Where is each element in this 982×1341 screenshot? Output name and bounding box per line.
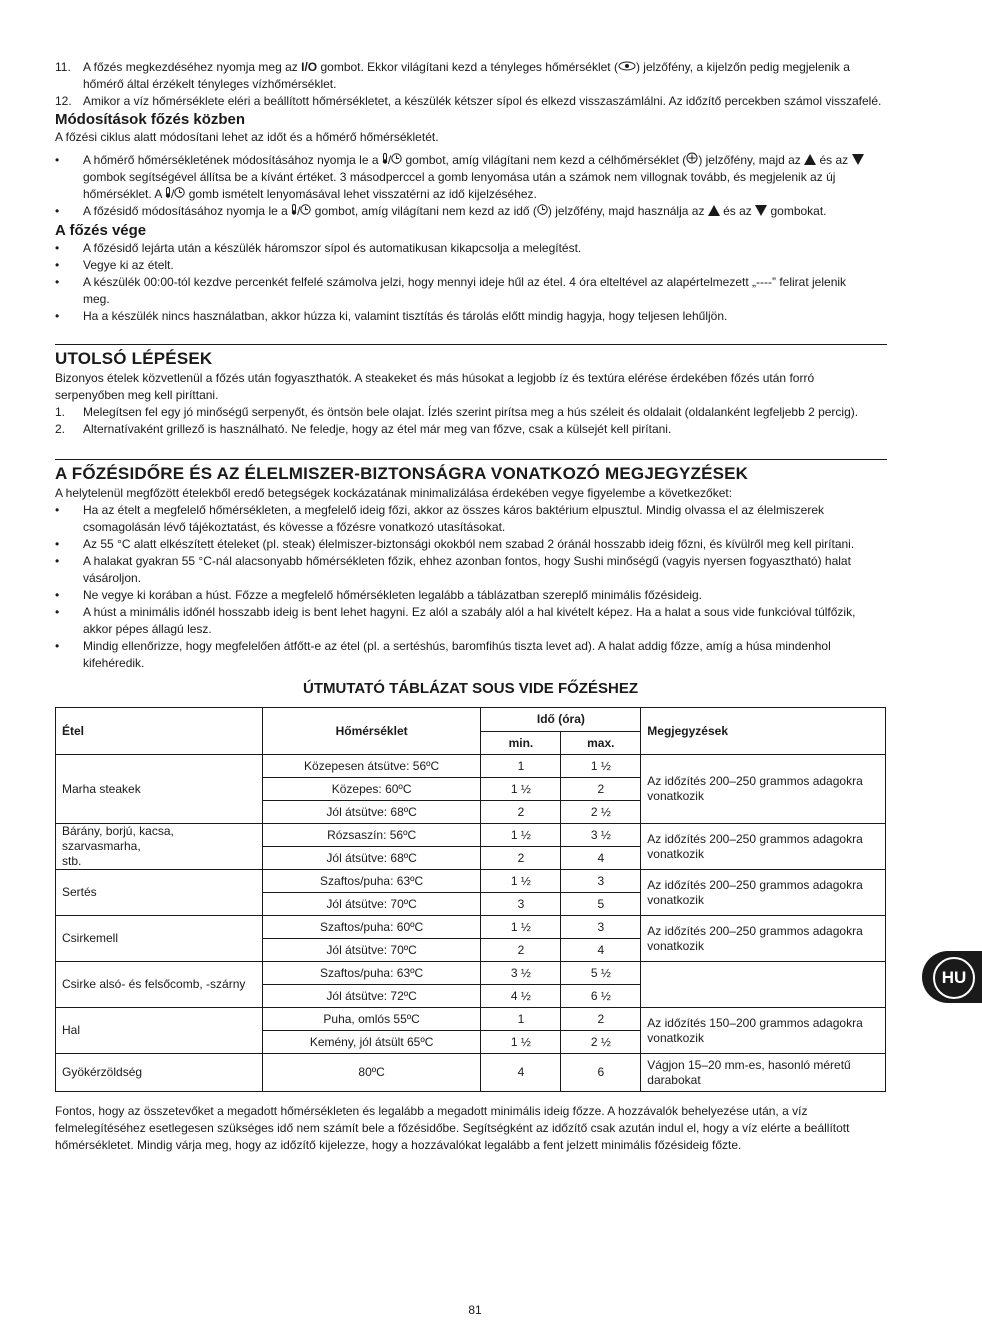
table-row: Közepes: 60ºC 1 ½ 2 xyxy=(56,778,886,801)
step-number: 11. xyxy=(55,60,71,74)
end-item: • A készülék 00:00-tól kezdve percenkét felfelé számolva jelzi, hogy mennyi ideje hűl az étel. 4 óra elteltével az alapértelmezett „----” felirat jelenik meg. xyxy=(55,275,847,306)
table-row: Marha steakek Közepesen átsütve: 56ºC 1 1 ½ Az időzítés 200–250 grammos adagokra vonatkozik xyxy=(56,755,886,778)
end-item: • Ha a készülék nincs használatban, akkor húzza ki, valamint tisztítás és tárolás előtt mindig hagyja, hogy teljesen lehűljön. xyxy=(55,309,728,323)
safety-item: • Az 55 °C alatt elkészített ételeket (pl. steak) élelmiszer-biztonsági okokból nem szabad 2 óránál hosszabb ideig főzni, és kívülről meg kell pirítani. xyxy=(55,537,855,551)
io-button-label: I/O xyxy=(301,60,318,74)
sous-vide-table xyxy=(55,707,886,1092)
end-heading: A főzés vége xyxy=(55,222,147,239)
up-arrow-icon xyxy=(708,205,720,216)
table-row: Csirkemell Szaftos/puha: 60ºC 1 ½ 3 Az időzítés 200–250 grammos adagokra vonatkozik xyxy=(56,916,886,939)
modifications-intro: A főzési ciklus alatt módosítani lehet az időt és a hőmérő hőmérsékletét. xyxy=(55,130,439,144)
table-row: Jól átsütve: 68ºC 2 2 ½ xyxy=(56,801,886,824)
table-row: Hal Puha, omlós 55ºC 1 2 Az időzítés 150–200 grammos adagokra vonatkozik xyxy=(56,1008,886,1031)
header-temperature: Hőmérséklet xyxy=(262,708,481,755)
clock-icon xyxy=(537,203,548,220)
table-row: Jól átsütve: 72ºC 4 ½ 6 ½ xyxy=(56,985,886,1008)
table-row: Bárány, borjú, kacsa, szarvasmarha, stb. Rózsaszín: 56ºC 1 ½ 3 ½ Az időzítés 200–250 grammos adagokra vonatkozik xyxy=(56,824,886,847)
safety-item: • Ne vegye ki korában a húst. Főzze a megfelelő hőmérsékleten legalább a táblázatban szereplő minimális főzésideig. xyxy=(55,588,703,602)
modifications-section xyxy=(55,111,887,220)
header-max: max. xyxy=(561,732,641,755)
table-row: Gyökérzöldség 80ºC 4 6 Vágjon 15–20 mm-es, hasonló méretű darabokat xyxy=(56,1054,886,1092)
safety-item: • Ha az ételt a megfelelő hőmérsékleten, a megfelelő ideig főzi, akkor az összes káros baktérium elpusztul. Mindig olvassa el az élelmiszerek csomagolásán lévő tájékoztatást, és kövesse a főzésre vonatkozó utasításokat. xyxy=(55,503,825,534)
table-footnote: Fontos, hogy az összetevőket a megadott hőmérsékleten és legalább a megadott minimális ideig főzze. A hozzávalók behelyezése után, a víz felmelegítéséhez esetlegesen szükséges idő nem számít bele a főzésidőbe. Segítségként az időzítő csak azután indul el, hogy a víz elérte a beállított hőmérsékletet. Mindig várja meg, hogy az időzítő kijelezze, hogy a hozzávalókat legalább a fent jelzett minimális főzésideig főzte. xyxy=(55,1104,850,1152)
header-notes: Megjegyzések xyxy=(641,708,886,755)
table-row: Sertés Szaftos/puha: 63ºC 1 ½ 3 Az időzítés 200–250 grammos adagokra vonatkozik xyxy=(56,870,886,893)
safety-heading: A FŐZÉSIDŐRE ÉS AZ ÉLELMISZER-BIZTONSÁGRA VONATKOZÓ MEGJEGYZÉSEK xyxy=(55,464,749,483)
table-row: Csirke alsó- és felsőcomb, -szárny Szaftos/puha: 63ºC 3 ½ 5 ½ xyxy=(56,962,886,985)
header-time: Idő (óra) xyxy=(481,708,641,732)
table-row: Jól átsütve: 70ºC 2 4 xyxy=(56,939,886,962)
header-min: min. xyxy=(481,732,561,755)
modifications-bullet-1: • A hőmérő hőmérsékletének módosításához nyomja le a / gombot, amíg világítani nem kezd a célhőmérséklet ( ) jelzőfény, majd az és az gombok segítségével állítsa be a kívánt értéket. 3 másodperccel a gomb lenyomása után a számok nem villognak tovább, és megjelenik az új hőmérséklet. A / gomb ismételt lenyomásával lehet visszatérni az idő kijelzéséhez. xyxy=(55,152,887,203)
safety-item: • Mindig ellenőrizze, hogy megfelelően átfőtt-e az étel (pl. a sertéshús, baromfihús tiszta levet ad). A halat addig főzze, amíg a húsa mindenhol kifehéredik. xyxy=(55,639,831,670)
table-row: Kemény, jól átsült 65ºC 1 ½ 2 ½ xyxy=(56,1031,886,1054)
last-steps-section: UTOLSÓ LÉPÉSEK Bizonyos ételek közvetlenül a főzés után fogyaszthatók. A steakeket és más húsokat a legjobb íz és textúra elérése érdekében főzés után forró serpenyőben meg kell piríttani. 1. Melegítsen fel egy jó minőségű serpenyőt, és öntsön bele olajat. Ízlés szerint pirítsa meg a hús széleit és oldalait (oldalanként legfeljebb 2 percig). 2. Alternatívaként grillező is használható. Ne feledje, hogy az étel már meg van főzve, csak a külsejét kell pirítani. xyxy=(55,344,887,438)
language-tab-label: HU xyxy=(933,957,975,999)
safety-intro: A helytelenül megfőzött ételekből eredő betegségek kockázatának minimalizálása érdekében vegye figyelembe a következőket: xyxy=(55,486,733,500)
table-header-row xyxy=(56,708,886,732)
end-item: • A főzésidő lejárta után a készülék háromszor sípol és automatikusan kikapcsolja a melegítést. xyxy=(55,241,582,255)
up-arrow-icon xyxy=(804,154,816,165)
clock-icon xyxy=(391,152,402,169)
page-number: 81 xyxy=(468,1303,482,1317)
step-11: 11. A főzés megkezdéséhez nyomja meg az I/O gombot. Ekkor világítani kezd a tényleges hőmérséklet ( ) jelzőfény, a kijelzőn pedig megjelenik a hőmérő által érzékelt tényleges vízhőmérséklet. xyxy=(55,60,850,91)
last-step-2: 2. Alternatívaként grillező is használható. Ne feledje, hogy az étel már meg van főzve, csak a külsejét kell pirítani. xyxy=(55,422,672,436)
safety-item: • A halakat gyakran 55 °C-nál alacsonyabb hőmérsékleten főzik, ehhez azonban fontos, hogy Sushi minőségű (vagyis nyersen fogyasztható) halat vásároljon. xyxy=(55,554,851,585)
header-food: Étel xyxy=(56,708,263,755)
modifications-heading: Módosítások főzés közben xyxy=(55,111,246,128)
table-title: ÚTMUTATÓ TÁBLÁZAT SOUS VIDE FŐZÉSHEZ xyxy=(303,680,638,697)
last-steps-heading: UTOLSÓ LÉPÉSEK xyxy=(55,349,213,368)
step-number: 12. xyxy=(55,94,72,108)
down-arrow-icon xyxy=(755,205,767,216)
end-section xyxy=(55,222,887,325)
last-step-1: 1. Melegítsen fel egy jó minőségű serpenyőt, és öntsön bele olajat. Ízlés szerint pirítsa meg a hús széleit és oldalait (oldalanként legfeljebb 2 percig). xyxy=(55,405,859,419)
end-item: • Vegye ki az ételt. xyxy=(55,258,174,272)
target-temperature-icon xyxy=(686,152,698,169)
safety-item: • A húst a minimális időnél hosszabb ideig is bent lehet hagyni. Ez alól a szabály alól a hal kivételt képez. Ha a halat a sous vide funkcióval túlfőzik, akkor pépes állagú lesz. xyxy=(55,605,856,636)
safety-section xyxy=(55,459,887,672)
table-row: Jól átsütve: 68ºC 2 4 xyxy=(56,847,886,870)
modifications-bullet-2: • A főzésidő módosításához nyomja le a / gombot, amíg világítani nem kezd az idő ( ) jelzőfény, majd használja az és az gombokat. xyxy=(55,204,827,218)
eye-icon xyxy=(618,59,636,76)
step-12: 12. Amikor a víz hőmérséklete eléri a beállított hőmérsékletet, a készülék kétszer sípol és elkezd visszaszámlálni. Az időzítő percekben számol visszafelé. xyxy=(55,94,882,108)
table-row: Jól átsütve: 70ºC 3 5 xyxy=(56,893,886,916)
clock-icon xyxy=(300,203,311,220)
down-arrow-icon xyxy=(852,154,864,165)
steps-top xyxy=(55,59,887,110)
clock-icon xyxy=(174,186,185,203)
